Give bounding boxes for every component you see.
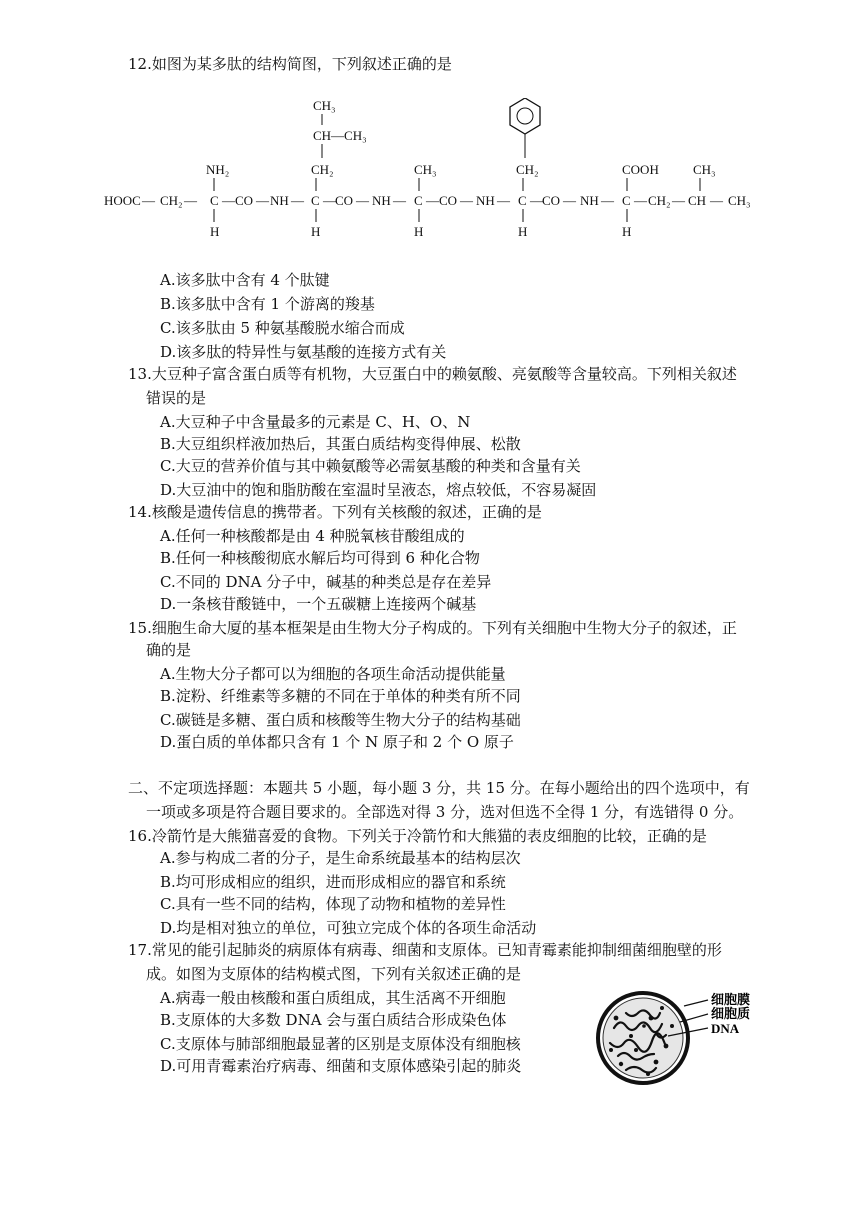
svg-text:CH₂: CH₂ <box>311 162 334 177</box>
chain-hooc: HOOC <box>104 193 141 208</box>
svg-text:—: — <box>426 193 439 208</box>
q12-stem: 12.如图为某多肽的结构简图，下列叙述正确的是 <box>128 55 452 73</box>
svg-text:—: — <box>142 193 155 208</box>
polypeptide-structure-diagram <box>0 98 860 238</box>
svg-text:H: H <box>622 224 632 238</box>
q15-stem-cont: 确的是 <box>146 641 192 659</box>
q14-option-b: B.任何一种核酸彻底水解后均可得到 6 种化合物 <box>160 549 480 567</box>
svg-text:—: — <box>530 193 543 208</box>
svg-text:CH—CH₃: CH—CH₃ <box>313 128 367 143</box>
benzene-ring-icon <box>510 98 540 134</box>
q16-option-a: A.参与构成二者的分子，是生命系统最基本的结构层次 <box>160 849 521 867</box>
svg-text:—: — <box>634 193 647 208</box>
svg-text:—: — <box>184 193 197 208</box>
alpha-carbon-5: C <box>622 193 631 208</box>
svg-text:—: — <box>460 193 473 208</box>
svg-text:CH₃: CH₃ <box>313 98 336 113</box>
svg-text:CH₃: CH₃ <box>728 193 751 208</box>
svg-text:CH₃: CH₃ <box>414 162 437 177</box>
q12-option-a: A.该多肽中含有 4 个肽键 <box>160 271 330 289</box>
svg-text:NH: NH <box>270 193 289 208</box>
q12-option-d: D.该多肽的特异性与氨基酸的连接方式有关 <box>160 343 447 361</box>
q13-stem: 13.大豆种子富含蛋白质等有机物，大豆蛋白中的赖氨酸、亮氨酸等含量较高。下列相关叙述 <box>128 365 737 383</box>
q12-option-c: C.该多肽由 5 种氨基酸脱水缩合而成 <box>160 319 405 337</box>
q14-option-c: C.不同的 DNA 分子中，碱基的种类总是存在差异 <box>160 573 492 591</box>
svg-text:CO: CO <box>542 193 561 208</box>
svg-text:H: H <box>210 224 220 238</box>
svg-text:CH₂: CH₂ <box>160 193 183 208</box>
svg-text:CO: CO <box>439 193 458 208</box>
svg-text:—: — <box>323 193 336 208</box>
alpha-carbon-2: C <box>311 193 320 208</box>
svg-text:CO: CO <box>235 193 254 208</box>
q16-option-b: B.均可形成相应的组织，进而形成相应的器官和系统 <box>160 873 506 891</box>
label-cell-membrane: 细胞膜 <box>711 992 751 1007</box>
q17-option-a: A.病毒一般由核酸和蛋白质组成，其生活离不开细胞 <box>160 989 506 1007</box>
q17-stem: 17.常见的能引起肺炎的病原体有病毒、细菌和支原体。已知青霉素能抑制细菌细胞壁的形 <box>128 941 722 959</box>
svg-text:—: — <box>256 193 269 208</box>
alpha-carbon-1: C <box>210 193 219 208</box>
svg-text:NH: NH <box>372 193 391 208</box>
q14-option-a: A.任何一种核酸都是由 4 种脱氧核苷酸组成的 <box>160 527 465 545</box>
svg-text:H: H <box>518 224 528 238</box>
q15-stem: 15.细胞生命大厦的基本框架是由生物大分子构成的。下列有关细胞中生物大分子的叙述，正 <box>128 619 737 637</box>
svg-text:H: H <box>414 224 424 238</box>
label-cytoplasm: 细胞质 <box>711 1006 751 1021</box>
q17-option-c: C.支原体与肺部细胞最显著的区别是支原体没有细胞核 <box>160 1035 521 1053</box>
section-2-instructions-cont: 一项或多项是符合题目要求的。全部选对得 3 分，选对但选不全得 1 分，有选错得 0 分。 <box>146 803 744 821</box>
mycoplasma-structure-figure <box>596 988 776 1088</box>
alpha-carbon-3: C <box>414 193 423 208</box>
svg-text:CH₂: CH₂ <box>648 193 671 208</box>
q15-option-c: C.碳链是多糖、蛋白质和核酸等生物大分子的结构基础 <box>160 711 521 729</box>
q13-option-c: C.大豆的营养价值与其中赖氨酸等必需氨基酸的种类和含量有关 <box>160 457 581 475</box>
q14-option-d: D.一条核苷酸链中，一个五碳糖上连接两个碱基 <box>160 595 477 613</box>
svg-text:CH₂: CH₂ <box>516 162 539 177</box>
q17-stem-cont: 成。如图为支原体的结构模式图，下列有关叙述正确的是 <box>146 965 522 983</box>
q13-stem-cont: 错误的是 <box>146 389 207 407</box>
q16-option-c: C.具有一些不同的结构，体现了动物和植物的差异性 <box>160 895 506 913</box>
q16-option-d: D.均是相对独立的单位，可独立完成个体的各项生命活动 <box>160 919 537 937</box>
label-dna: DNA <box>711 1021 740 1036</box>
svg-text:H: H <box>311 224 321 238</box>
svg-text:COOH: COOH <box>622 162 659 177</box>
svg-text:—: — <box>710 193 723 208</box>
q17-option-d: D.可用青霉素治疗病毒、细菌和支原体感染引起的肺炎 <box>160 1057 522 1075</box>
svg-text:CO: CO <box>335 193 354 208</box>
q15-option-d: D.蛋白质的单体都只含有 1 个 N 原子和 2 个 O 原子 <box>160 733 514 751</box>
svg-text:—: — <box>497 193 510 208</box>
alpha-carbon-4: C <box>518 193 527 208</box>
section-2-instructions: 二、不定项选择题：本题共 5 小题，每小题 3 分，共 15 分。在每小题给出的四个选项中，有 <box>128 779 750 797</box>
svg-text:—: — <box>356 193 369 208</box>
svg-text:—: — <box>601 193 614 208</box>
svg-text:—: — <box>393 193 406 208</box>
svg-text:CH₃: CH₃ <box>693 162 716 177</box>
q17-option-b: B.支原体的大多数 DNA 会与蛋白质结合形成染色体 <box>160 1011 507 1029</box>
svg-text:CH: CH <box>688 193 707 208</box>
svg-text:—: — <box>563 193 576 208</box>
q13-option-d: D.大豆油中的饱和脂肪酸在室温时呈液态，熔点较低，不容易凝固 <box>160 481 597 499</box>
svg-text:—: — <box>672 193 685 208</box>
q12-option-b: B.该多肽中含有 1 个游离的羧基 <box>160 295 375 313</box>
svg-text:NH₂: NH₂ <box>206 162 230 177</box>
q13-option-a: A.大豆种子中含量最多的元素是 C、H、O、N <box>160 413 471 431</box>
svg-text:NH: NH <box>580 193 599 208</box>
q16-stem: 16.冷箭竹是大熊猫喜爱的食物。下列关于冷箭竹和大熊猫的表皮细胞的比较，正确的是 <box>128 827 707 845</box>
q15-option-b: B.淀粉、纤维素等多糖的不同在于单体的种类有所不同 <box>160 687 521 705</box>
svg-text:—: — <box>222 193 235 208</box>
q15-option-a: A.生物大分子都可以为细胞的各项生命活动提供能量 <box>160 665 506 683</box>
q13-option-b: B.大豆组织样液加热后，其蛋白质结构变得伸展、松散 <box>160 435 521 453</box>
q14-stem: 14.核酸是遗传信息的携带者。下列有关核酸的叙述，正确的是 <box>128 503 542 521</box>
svg-text:—: — <box>291 193 304 208</box>
svg-text:NH: NH <box>476 193 495 208</box>
